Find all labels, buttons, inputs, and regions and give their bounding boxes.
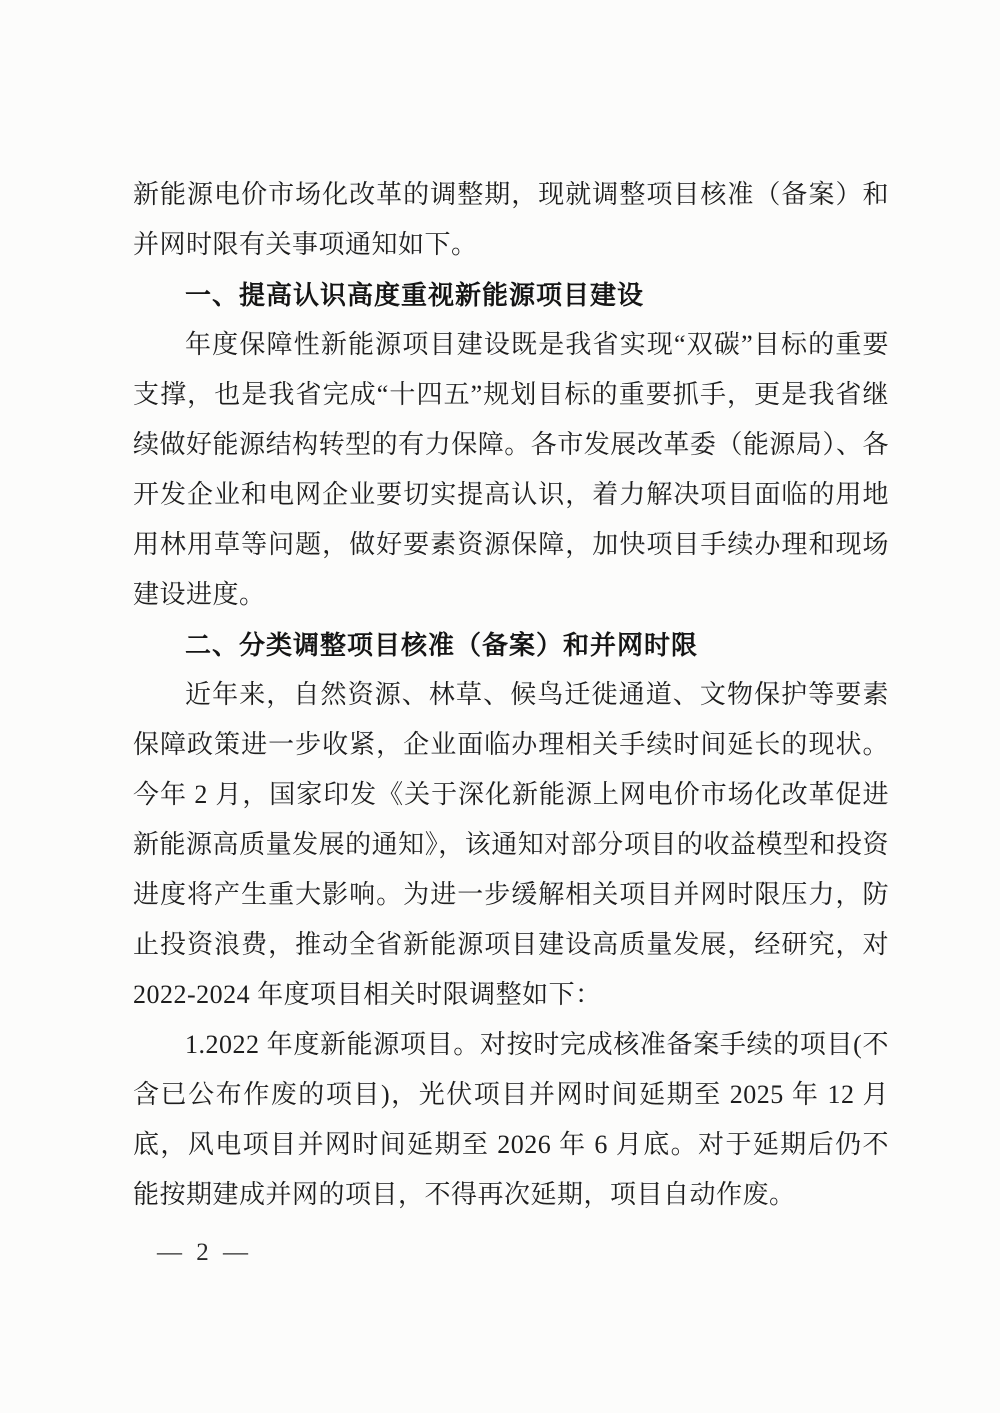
paragraph: 年度保障性新能源项目建设既是我省实现“双碳”目标的重要支撑，也是我省完成“十四五”规划目标的重要抓手，更是我省继续做好能源结构转型的有力保障。各市发展改革委（能源局）、各开发企业和电网企业要切实提高认识，着力解决项目面临的用地用林用草等问题，做好要素资源保障，加快项目手续办理和现场建设进度。: [133, 330, 889, 609]
paragraph: 新能源电价市场化改革的调整期，现就调整项目核准（备案）和并网时限有关事项通知如下。: [133, 180, 889, 259]
section-heading: 一、提高认识高度重视新能源项目建设: [185, 280, 645, 310]
paragraph: 1.2022 年度新能源项目。对按时完成核准备案手续的项目(不含已公布作废的项目)，光伏项目并网时间延期至 2025 年 12 月底，风电项目并网时间延期至 2026 年 6 月底。对于延期后仍不能按期建成并网的项目，不得再次延期，项目自动作废。: [133, 1030, 889, 1209]
document-body: [133, 170, 889, 1220]
section-heading: 二、分类调整项目核准（备案）和并网时限: [185, 630, 699, 660]
paragraph: 近年来，自然资源、林草、候鸟迁徙通道、文物保护等要素保障政策进一步收紧，企业面临办理相关手续时间延长的现状。今年 2 月，国家印发《关于深化新能源上网电价市场化改革促进新能源高质量发展的通知》，该通知对部分项目的收益模型和投资进度将产生重大影响。为进一步缓解相关项目并网时限压力，防止投资浪费，推动全省新能源项目建设高质量发展，经研究，对 2022-2024 年度项目相关时限调整如下：: [133, 680, 889, 1009]
page-number: — 2 —: [157, 1239, 252, 1266]
